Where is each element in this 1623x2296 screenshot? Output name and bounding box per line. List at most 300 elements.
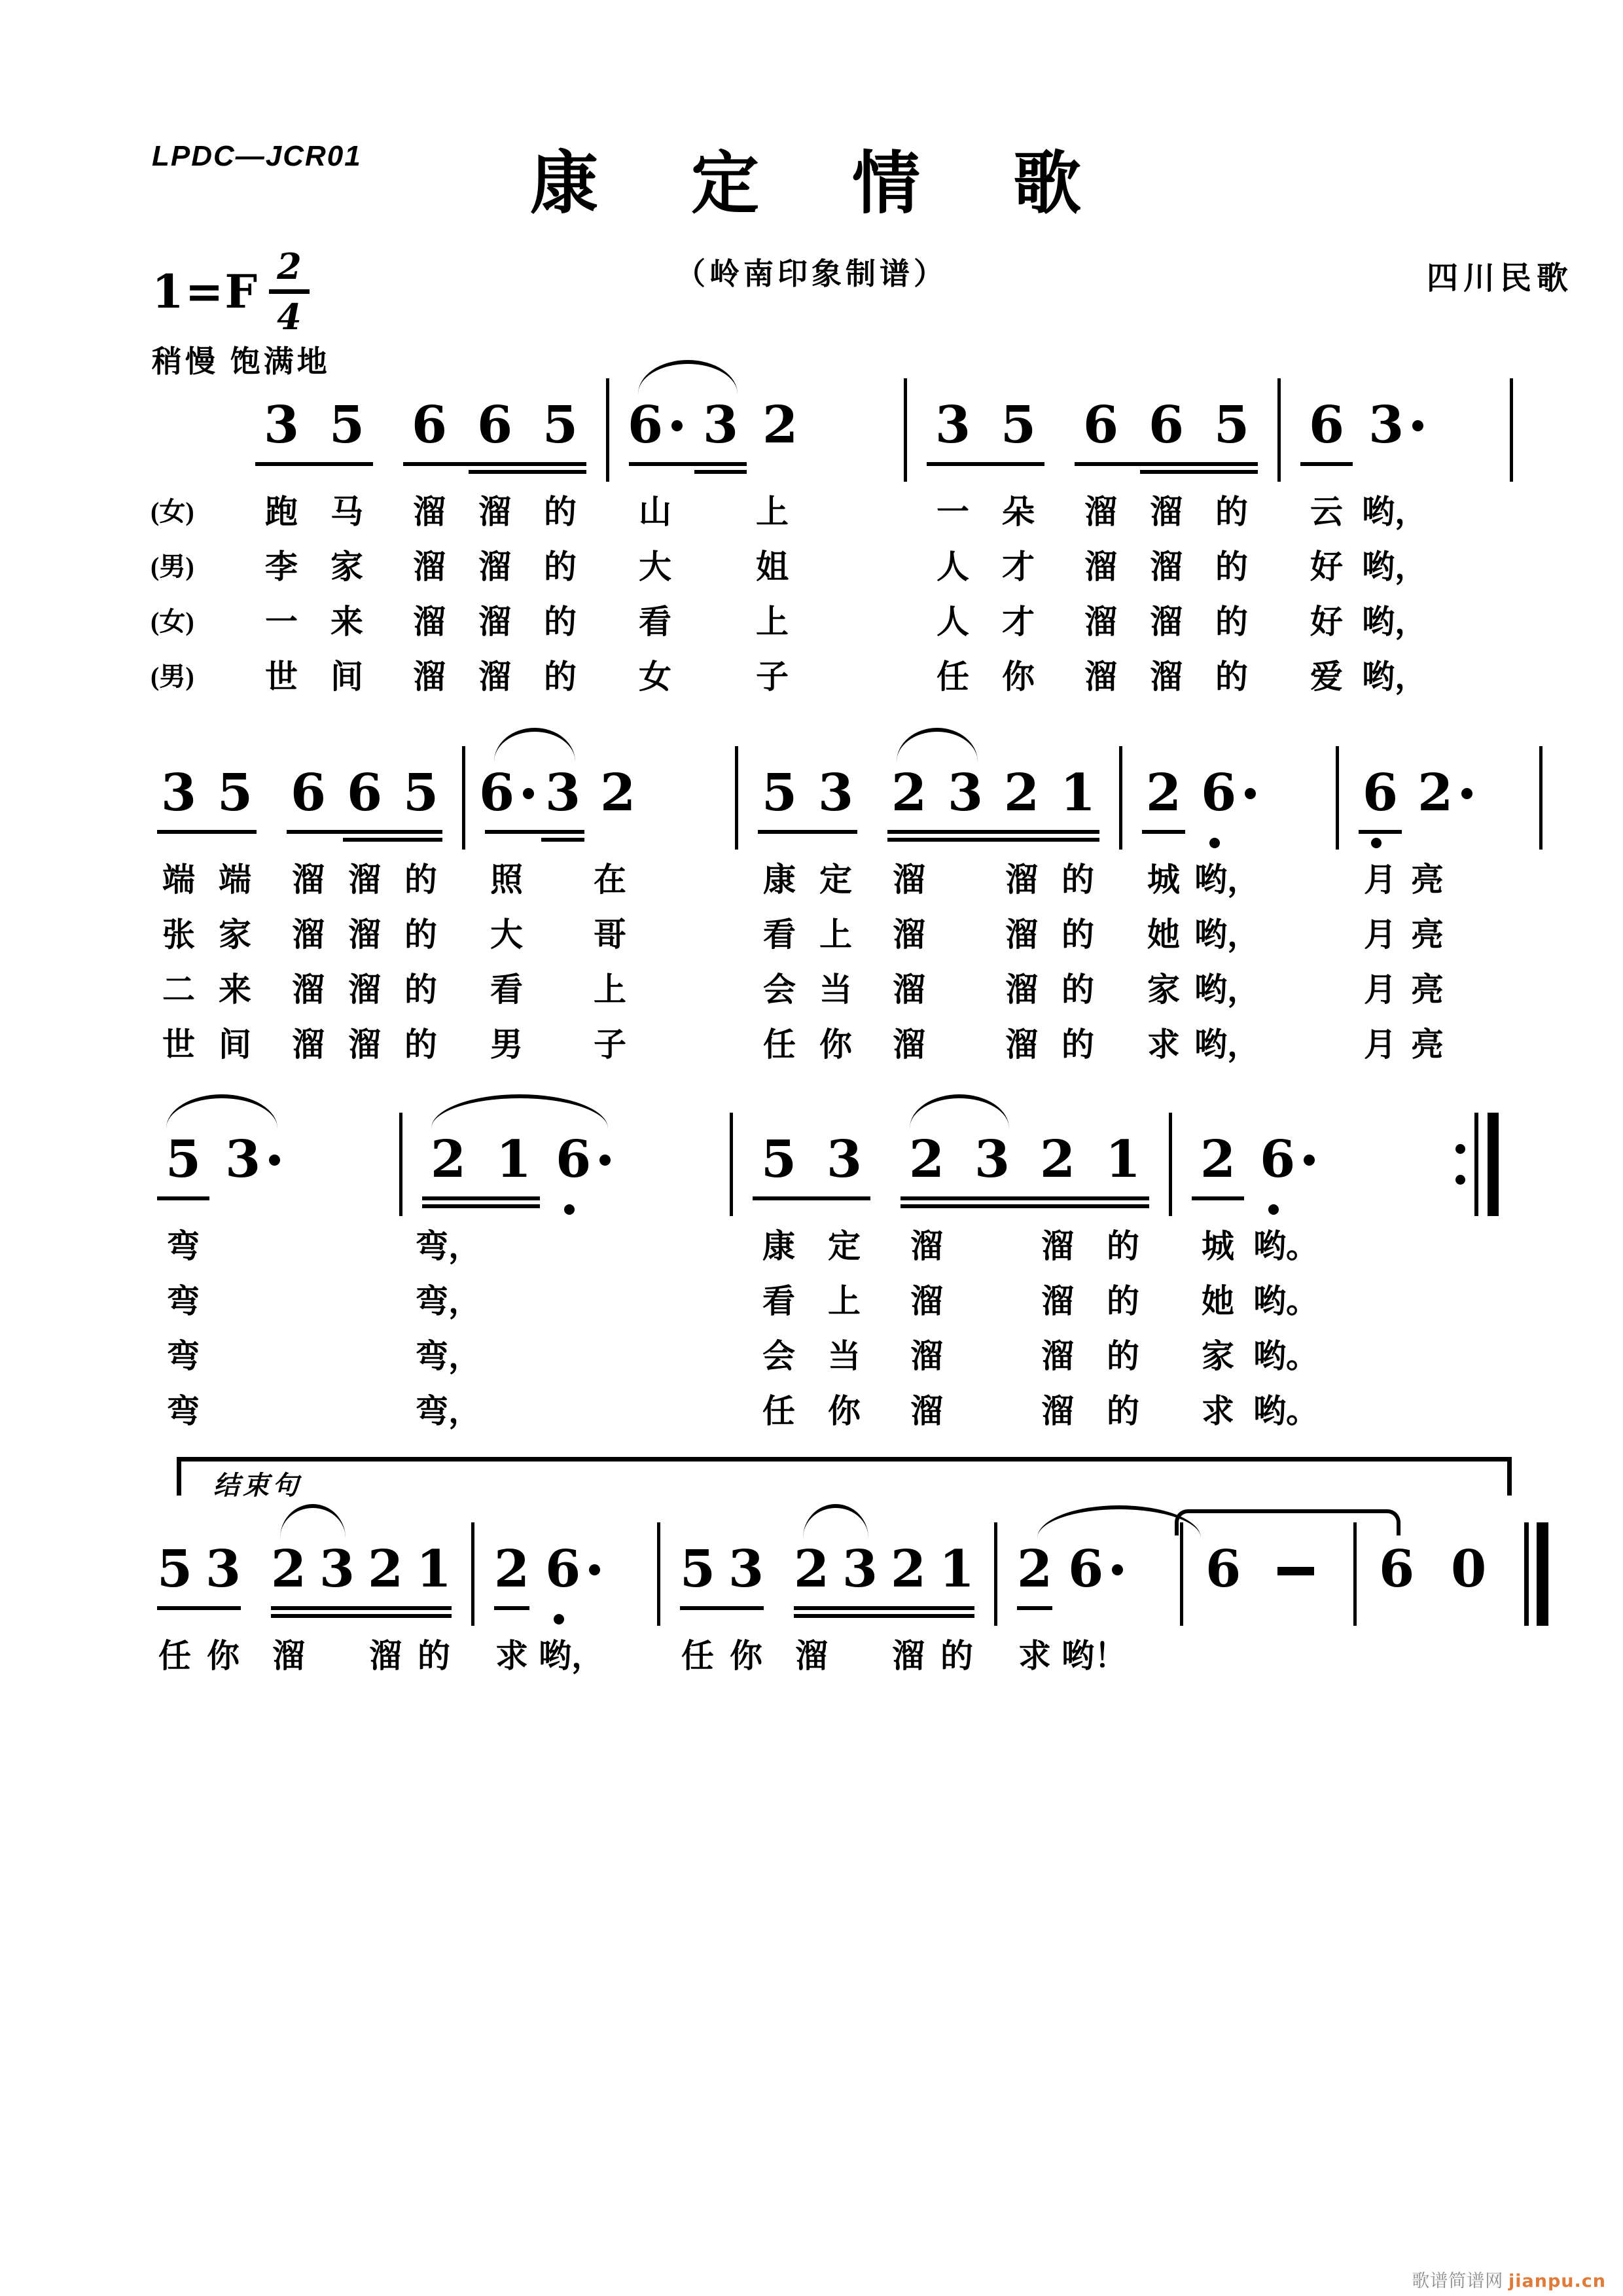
note-glyph	[891, 1537, 926, 1602]
lyric-syllable: 亮	[1411, 971, 1444, 1008]
barline	[1353, 1522, 1357, 1626]
duration-dot	[1112, 1564, 1123, 1575]
lyric-syllable	[546, 1384, 717, 1439]
beam-underline	[753, 1196, 870, 1200]
note-glyph	[416, 1537, 452, 1602]
lyric-syllable: 世	[162, 1026, 195, 1063]
note-number: 5	[329, 395, 365, 455]
note-glyph	[347, 761, 382, 826]
lyric-syllable: 看	[762, 1283, 795, 1319]
measure	[478, 732, 722, 1072]
lyric-syllable: 的	[1215, 603, 1248, 640]
note-number: 1	[1060, 763, 1096, 823]
lyric-syllable: 在	[594, 861, 626, 898]
note-group	[416, 1098, 717, 1439]
lyric-syllable: 哟，	[1194, 971, 1260, 1008]
note-number: 6	[346, 763, 383, 823]
duration-dot	[671, 420, 683, 431]
lyric-syllable: 她	[1147, 916, 1180, 953]
measure	[1294, 364, 1510, 704]
note-number: 3	[826, 1130, 863, 1189]
lyric-syllable	[688, 649, 753, 704]
measure	[1185, 1098, 1421, 1439]
measure	[1135, 732, 1323, 1072]
song-title: 康 定 情 歌	[529, 147, 1119, 222]
note-glyph	[939, 1537, 974, 1602]
note-group	[397, 364, 593, 704]
note-glyph	[157, 1537, 192, 1602]
note-glyph	[935, 393, 971, 458]
note-slot	[753, 364, 891, 704]
beam-underline	[794, 1614, 974, 1618]
duration-dot	[1245, 788, 1256, 799]
lyric-syllable	[535, 852, 591, 907]
lyric-syllable: 的	[1061, 971, 1094, 1008]
lyric-syllable: 李	[265, 548, 298, 585]
lyric-syllable: 间	[330, 658, 363, 695]
lyric-syllable: 的	[1215, 493, 1248, 530]
beam-underline	[541, 838, 584, 842]
lyric-syllable: 溜	[292, 861, 325, 898]
note-number: 3	[817, 763, 854, 823]
measure	[151, 1508, 458, 1683]
barline	[1336, 746, 1339, 850]
lyric-syllable: 溜	[1041, 1283, 1074, 1319]
measure	[746, 1098, 1156, 1439]
note-number: 6	[1148, 395, 1185, 455]
note-group	[920, 364, 1051, 704]
lyric-syllable: 来	[219, 971, 251, 1008]
note-slot	[812, 1098, 877, 1439]
note-number: 3	[728, 1539, 764, 1599]
lyric-syllable: 的	[544, 603, 577, 640]
note	[280, 732, 336, 843]
note	[488, 1508, 536, 1619]
note-glyph	[271, 1537, 306, 1602]
note-glyph	[161, 761, 196, 826]
note-number: 2	[1145, 763, 1182, 823]
beam-underline	[271, 1606, 452, 1610]
duration-dot	[589, 1564, 600, 1575]
note-slot	[1133, 364, 1199, 704]
lyric-syllable: 溜	[348, 1026, 381, 1063]
note-glyph	[680, 1537, 715, 1602]
note-glyph	[761, 1127, 796, 1193]
lyric-syllable	[481, 1384, 546, 1439]
note-glyph	[1260, 1127, 1315, 1193]
tie-bracket	[1175, 1509, 1400, 1535]
lyric-syllable: 任	[936, 658, 969, 695]
lyric-syllable: 才	[1002, 603, 1035, 640]
note-number: 6	[478, 763, 515, 823]
measure	[673, 1508, 981, 1683]
lyric-syllable: 张	[162, 916, 195, 953]
lyric-syllable: 溜	[1005, 1026, 1038, 1063]
note	[393, 732, 449, 843]
lyric-syllable: 的	[940, 1638, 973, 1674]
note-slot	[393, 732, 449, 1072]
music-system	[151, 364, 1479, 704]
note	[1068, 364, 1133, 475]
note-number: 3	[160, 763, 197, 823]
voice-label: (女)	[151, 607, 194, 636]
lyric-syllable: 哟。	[1253, 1283, 1319, 1319]
repeat-dot	[1455, 1144, 1465, 1154]
catalog-number: LPDC—JCR01	[152, 140, 362, 172]
beam-underline	[887, 838, 1099, 842]
note-slot	[546, 1098, 717, 1439]
duration-dot	[599, 1155, 611, 1166]
lyric-syllable: 弯，	[416, 1228, 481, 1265]
lyric-syllable: 月	[1364, 971, 1397, 1008]
note-number: 6	[290, 763, 327, 823]
voice-label-spacer	[151, 364, 249, 484]
note-glyph	[728, 1537, 764, 1602]
note-slot	[410, 1508, 458, 1683]
lyric-syllable: 上	[828, 1283, 861, 1319]
note-number: 5	[679, 1539, 716, 1599]
lyric-syllable	[688, 594, 753, 649]
lyric-syllable: 溜	[478, 493, 511, 530]
beam-underline	[422, 1196, 540, 1200]
note-slot	[314, 364, 380, 704]
note-slot	[336, 732, 393, 1072]
note-number: 5	[542, 395, 579, 455]
lyric-syllable: 溜	[1005, 971, 1038, 1008]
note	[1185, 1098, 1251, 1210]
note-slot	[808, 732, 864, 1072]
barline	[606, 378, 609, 482]
note-slot	[1185, 1098, 1251, 1439]
watermark-site-name: 歌谱简谱网	[1412, 2271, 1504, 2291]
lyric-syllable: 求	[1202, 1393, 1234, 1429]
duration-dot	[1461, 788, 1472, 799]
note-number: 6	[1308, 395, 1345, 455]
lyric-syllable: 哟！	[1061, 1638, 1127, 1674]
note-number: 6	[476, 395, 513, 455]
beam-underline	[1192, 1196, 1244, 1200]
lyric-syllable: 的	[1107, 1338, 1139, 1374]
note	[1192, 732, 1323, 843]
lyric-syllable	[546, 1219, 717, 1274]
note-group	[746, 1098, 877, 1439]
note	[536, 1508, 644, 1619]
lyric-syllable: 月	[1364, 916, 1397, 953]
note	[151, 732, 207, 843]
lyric-syllable: 溜	[413, 603, 446, 640]
note	[1199, 364, 1264, 475]
note-glyph	[1205, 1537, 1241, 1602]
lyric-syllable: 她	[1202, 1283, 1234, 1319]
lyric-syllable: 溜	[910, 1393, 943, 1429]
low-octave-dot	[1209, 838, 1220, 848]
note	[933, 1508, 981, 1619]
end-barline	[1510, 378, 1513, 482]
lyric-syllable: 哟，	[1362, 603, 1427, 640]
lyric-syllable: 溜	[292, 971, 325, 1008]
note-group	[151, 1508, 247, 1683]
lyric-syllable: 人	[936, 548, 969, 585]
note-glyph	[818, 761, 853, 826]
lyric-syllable	[959, 1274, 1025, 1329]
lyric-syllable: 你	[730, 1638, 762, 1674]
note-slot	[591, 732, 722, 1072]
note-glyph	[1060, 761, 1096, 826]
lyric-syllable: 哟，	[1362, 493, 1427, 530]
note	[527, 364, 593, 475]
note-number: 3	[263, 395, 300, 455]
repeat-dot	[1455, 1175, 1465, 1185]
lyric-syllable: 求	[1147, 1026, 1180, 1063]
measure	[151, 1098, 386, 1439]
note	[1359, 364, 1510, 475]
barline	[735, 746, 738, 850]
note-glyph	[1017, 1537, 1052, 1602]
note-number: 2	[762, 395, 798, 455]
lyric-syllable	[481, 1329, 546, 1384]
lyric-syllable	[546, 1274, 717, 1329]
note	[1090, 1098, 1156, 1210]
note-glyph	[1368, 393, 1423, 458]
note-slot	[881, 732, 937, 1072]
lyric-syllable: 溜	[478, 548, 511, 585]
lyric-syllable: 溜	[1150, 493, 1183, 530]
note	[884, 1508, 933, 1619]
note-slot	[397, 364, 462, 704]
lyric-syllable: 求	[495, 1638, 528, 1674]
note	[199, 1508, 247, 1619]
lyric-syllable: 溜	[369, 1638, 402, 1674]
lyric-syllable: 好	[1310, 548, 1343, 585]
lyric-syllable: 的	[418, 1638, 450, 1674]
lyric-syllable: 康	[763, 861, 796, 898]
note	[812, 1098, 877, 1210]
beam-underline	[1142, 830, 1185, 834]
lyric-syllable: 溜	[292, 1026, 325, 1063]
lyric-syllable	[1196, 1628, 1268, 1683]
lyric-syllable: 溜	[1005, 916, 1038, 953]
time-signature-denominator: 4	[277, 296, 302, 338]
ending-bracket	[177, 1457, 1512, 1499]
lyric-syllable: 溜	[1150, 603, 1183, 640]
lyric-syllable: 城	[1147, 861, 1180, 898]
final-thick-bar	[1537, 1522, 1548, 1626]
note-number: 6	[1260, 1130, 1296, 1189]
lyric-syllable: 溜	[910, 1228, 943, 1265]
note-number: 3	[1368, 395, 1404, 455]
note-slot	[894, 1098, 959, 1439]
note-glyph	[1451, 1537, 1486, 1602]
note	[1408, 732, 1539, 843]
lyric-syllable: 好	[1310, 603, 1343, 640]
lyric-syllable: 的	[404, 971, 437, 1008]
measure	[488, 1508, 644, 1683]
end-barline	[1539, 746, 1543, 850]
note-group	[1352, 732, 1539, 1072]
lyric-syllable: 看	[490, 971, 523, 1008]
note-glyph	[891, 761, 927, 826]
note	[1025, 1098, 1090, 1210]
beam-underline	[403, 462, 586, 466]
lyric-syllable: 溜	[292, 916, 325, 953]
lyric-syllable: 女	[639, 658, 671, 695]
note	[1251, 1098, 1421, 1210]
measure	[622, 364, 891, 704]
watermark-domain: jianpu.cn	[1508, 2271, 1606, 2291]
beam-underline	[694, 470, 747, 474]
lyric-syllable: 弯	[167, 1393, 200, 1429]
note-glyph	[1149, 393, 1184, 458]
duration-dash	[1277, 1567, 1314, 1575]
note-number: 5	[156, 1539, 193, 1599]
lyric-syllable: 溜	[413, 493, 446, 530]
measure	[751, 732, 1106, 1072]
note-slot	[937, 732, 993, 1072]
note-glyph	[1363, 761, 1398, 826]
note-slot	[1135, 732, 1192, 1072]
note-slot	[959, 1098, 1025, 1439]
lyric-syllable: 溜	[413, 658, 446, 695]
lyric-syllable: 上	[819, 916, 852, 953]
note-number: 6	[1205, 1539, 1241, 1599]
note-glyph	[264, 393, 299, 458]
lyric-syllable: 哟，	[1362, 548, 1427, 585]
note-group	[751, 732, 864, 1072]
note-number: 3	[702, 395, 739, 455]
lyric-syllable	[959, 1219, 1025, 1274]
lyric-syllable: 溜	[348, 916, 381, 953]
lyric-syllable: 的	[544, 658, 577, 695]
note-number: 3	[205, 1539, 241, 1599]
note-group	[488, 1508, 644, 1683]
repeat-thin-bar	[1474, 1113, 1478, 1216]
lyric-syllable: 溜	[478, 603, 511, 640]
lyric-syllable: 溜	[1084, 548, 1117, 585]
music-system	[151, 1098, 1499, 1439]
lyric-syllable: 上	[756, 493, 789, 530]
note-slot	[688, 364, 753, 704]
lyric-syllable: 子	[756, 658, 789, 695]
lyric-syllable: 的	[544, 493, 577, 530]
note-slot	[1352, 732, 1408, 1072]
lyric-syllable: 溜	[1084, 603, 1117, 640]
lyric-syllable: 溜	[1150, 658, 1183, 695]
note-number: 3	[319, 1539, 355, 1599]
note-number: 2	[1039, 1130, 1076, 1189]
lyric-syllable: 溜	[1005, 861, 1038, 898]
note-glyph	[545, 1537, 600, 1602]
lyric-syllable: 任	[763, 1026, 796, 1063]
note-slot	[216, 1098, 386, 1439]
barline	[994, 1522, 997, 1626]
note-glyph	[628, 393, 683, 458]
note-number: 5	[217, 763, 253, 823]
note-group	[622, 364, 891, 704]
note-group	[673, 1508, 770, 1683]
time-signature	[269, 245, 310, 338]
note-number: 2	[367, 1539, 404, 1599]
music-system	[151, 1457, 1525, 1683]
lyric-syllable: 端	[219, 861, 251, 898]
note-slot	[1251, 1098, 1421, 1439]
lyric-syllable: 溜	[348, 861, 381, 898]
note-glyph	[794, 1537, 829, 1602]
watermark	[1412, 2267, 1606, 2292]
duration-dot	[269, 1155, 280, 1166]
beam-underline	[1300, 462, 1353, 466]
voice-label-column	[151, 364, 249, 704]
lyric-syllable: 跑	[265, 493, 298, 530]
lyric-syllable: 弯	[167, 1228, 200, 1265]
tempo-marking: 稍慢 饱满地	[152, 344, 330, 378]
note-glyph	[479, 761, 534, 826]
lyric-syllable: 弯	[167, 1338, 200, 1374]
system-row	[151, 732, 1467, 1072]
beam-underline	[271, 1614, 452, 1618]
lyric-syllable: 定	[828, 1228, 861, 1265]
lyric-syllable	[216, 1274, 386, 1329]
note-slot	[207, 732, 263, 1072]
note-group	[894, 1098, 1156, 1439]
note-glyph	[291, 761, 326, 826]
duration-dot	[523, 788, 534, 799]
note-number: 2	[1016, 1539, 1053, 1599]
note-glyph	[477, 393, 512, 458]
lyric-syllable: 一	[936, 493, 969, 530]
beam-underline	[1140, 470, 1258, 474]
lyric-syllable: 溜	[910, 1283, 943, 1319]
beam-underline	[927, 462, 1044, 466]
note-number: 2	[600, 763, 636, 823]
note-glyph	[762, 393, 798, 458]
note	[1133, 364, 1199, 475]
final-barline	[1524, 1522, 1548, 1626]
note-slot	[986, 364, 1051, 704]
note-number: 6	[556, 1130, 592, 1189]
note-group	[151, 1098, 386, 1439]
low-octave-dot	[564, 1204, 575, 1215]
lyric-syllable	[1370, 1628, 1442, 1683]
note-slot	[1192, 732, 1323, 1072]
note-number: 6	[545, 1539, 581, 1599]
lyric-syllable: 月	[1364, 861, 1397, 898]
lyric-syllable	[959, 1384, 1025, 1439]
lyric-syllable: 的	[404, 1026, 437, 1063]
note-slot	[884, 1508, 933, 1683]
note-number: 2	[1418, 763, 1454, 823]
lyric-syllable: 月	[1364, 1026, 1397, 1063]
note	[249, 364, 314, 475]
barline	[904, 378, 907, 482]
lyric-syllable	[216, 1384, 386, 1439]
note-glyph	[842, 1537, 878, 1602]
note-slot	[416, 1098, 481, 1439]
note-glyph	[948, 761, 983, 826]
note-slot	[920, 364, 986, 704]
system-row	[151, 364, 1479, 704]
beam-underline	[629, 462, 747, 466]
note-slot	[1294, 364, 1359, 704]
note	[1442, 1508, 1514, 1619]
lyric-syllable: 哟，	[1362, 658, 1427, 695]
lyric-syllable: 马	[330, 493, 363, 530]
note-slot	[746, 1098, 812, 1439]
lyric-syllable: 家	[1147, 971, 1180, 1008]
note-number: 5	[1000, 395, 1037, 455]
note-number: 0	[1451, 1539, 1487, 1599]
note-glyph	[329, 393, 365, 458]
lyric-syllable: 姐	[756, 548, 789, 585]
